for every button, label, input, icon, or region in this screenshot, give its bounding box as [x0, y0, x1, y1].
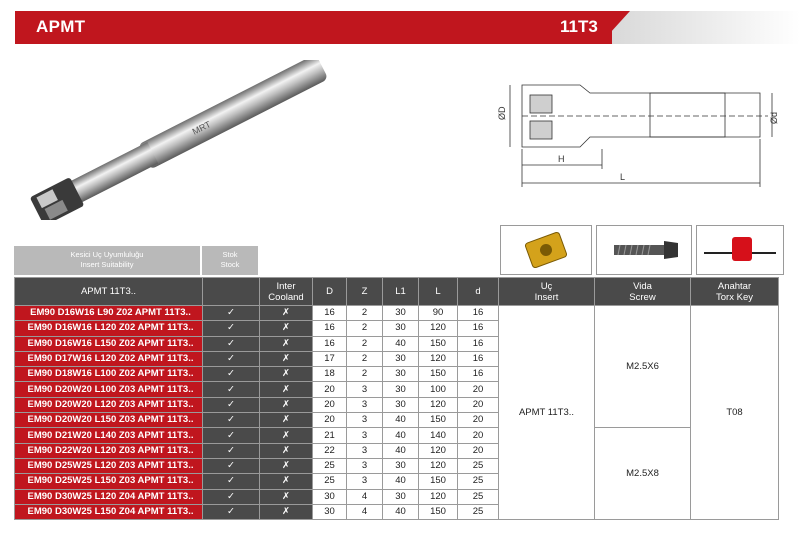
cell-Z: 4 [347, 489, 383, 504]
col-cooland-line1: Inter [276, 280, 296, 292]
cell-code: EM90 D20W20 L100 Z03 APMT 11T3.. [15, 382, 203, 397]
cell-code: EM90 D20W20 L120 Z03 APMT 11T3.. [15, 397, 203, 412]
cell-code: EM90 D25W25 L150 Z03 APMT 11T3.. [15, 474, 203, 489]
cell-D: 20 [313, 413, 347, 428]
stock-en: Stock [220, 260, 240, 269]
cell-cool: ✗ [260, 306, 313, 321]
cell-code: EM90 D30W25 L120 Z04 APMT 11T3.. [15, 489, 203, 504]
cell-stock: ✓ [203, 474, 260, 489]
insert-code-title: 11T3 [560, 17, 598, 36]
cell-Z: 3 [347, 413, 383, 428]
cell-d: 20 [458, 428, 499, 443]
insert-value: APMT 11T3.. [499, 306, 595, 520]
col-key-line2: Torx Key [716, 291, 753, 303]
cell-code: EM90 D30W25 L150 Z04 APMT 11T3.. [15, 504, 203, 519]
cell-code: EM90 D25W25 L120 Z03 APMT 11T3.. [15, 458, 203, 473]
cell-L1: 40 [383, 428, 419, 443]
screw-value-a: M2.5X6 [595, 306, 691, 428]
cell-L: 140 [419, 428, 458, 443]
cell-code: EM90 D16W16 L90 Z02 APMT 11T3.. [15, 306, 203, 321]
cell-code: EM90 D18W16 L100 Z02 APMT 11T3.. [15, 367, 203, 382]
cell-L: 120 [419, 321, 458, 336]
cell-cool: ✗ [260, 367, 313, 382]
cell-stock: ✓ [203, 397, 260, 412]
cell-stock: ✓ [203, 489, 260, 504]
cell-D: 20 [313, 397, 347, 412]
cell-L1: 40 [383, 474, 419, 489]
cell-d: 16 [458, 321, 499, 336]
page-title: APMT [36, 17, 86, 36]
col-stock [203, 278, 260, 306]
cell-d: 20 [458, 443, 499, 458]
cell-Z: 2 [347, 336, 383, 351]
insert-image [500, 225, 592, 275]
cell-cool: ✗ [260, 428, 313, 443]
cell-L1: 30 [383, 306, 419, 321]
cell-Z: 3 [347, 443, 383, 458]
cell-L: 120 [419, 443, 458, 458]
cell-D: 30 [313, 489, 347, 504]
cell-L1: 30 [383, 321, 419, 336]
cell-stock: ✓ [203, 413, 260, 428]
cell-d: 25 [458, 474, 499, 489]
cell-stock: ✓ [203, 458, 260, 473]
col-screw [595, 278, 691, 306]
stock-header [202, 246, 258, 275]
cell-L: 120 [419, 397, 458, 412]
col-cooland [260, 278, 313, 306]
cell-d: 20 [458, 413, 499, 428]
cell-Z: 3 [347, 428, 383, 443]
cell-stock: ✓ [203, 306, 260, 321]
cell-stock: ✓ [203, 321, 260, 336]
cell-Z: 3 [347, 382, 383, 397]
table-row [15, 428, 779, 443]
insert-suitability-header [14, 246, 200, 275]
cell-d: 25 [458, 504, 499, 519]
cell-L1: 30 [383, 489, 419, 504]
col-code: APMT 11T3.. [15, 278, 203, 306]
dia-D-label: ØD [497, 106, 507, 120]
cell-d: 25 [458, 458, 499, 473]
cell-L1: 30 [383, 367, 419, 382]
cell-d: 16 [458, 367, 499, 382]
torx-key-image [696, 225, 784, 275]
table-header-row [15, 278, 779, 306]
length-H-label: H [558, 154, 565, 164]
cell-L: 150 [419, 474, 458, 489]
cell-code: EM90 D22W20 L120 Z03 APMT 11T3.. [15, 443, 203, 458]
cell-d: 25 [458, 489, 499, 504]
col-d: d [458, 278, 499, 306]
cell-Z: 4 [347, 504, 383, 519]
spec-table [14, 277, 779, 520]
insert-suitability-tr: Kesici Uç Uyumluluğu [70, 250, 144, 259]
col-key-line1: Anahtar [717, 280, 752, 292]
cell-D: 30 [313, 504, 347, 519]
dia-d-label: Ød [769, 111, 779, 124]
cell-D: 25 [313, 458, 347, 473]
cell-D: 20 [313, 382, 347, 397]
col-screw-line2: Screw [629, 291, 656, 303]
col-cooland-line2: Cooland [268, 291, 304, 303]
cell-Z: 3 [347, 458, 383, 473]
cell-cool: ✗ [260, 504, 313, 519]
cell-stock: ✓ [203, 382, 260, 397]
cell-L: 150 [419, 367, 458, 382]
cell-stock: ✓ [203, 336, 260, 351]
end-mill-photo [20, 60, 340, 220]
cell-L: 90 [419, 306, 458, 321]
cell-L1: 40 [383, 504, 419, 519]
col-Z: Z [347, 278, 383, 306]
cell-cool: ✗ [260, 413, 313, 428]
cell-L: 150 [419, 504, 458, 519]
cell-D: 21 [313, 428, 347, 443]
cell-D: 25 [313, 474, 347, 489]
col-key [691, 278, 779, 306]
col-D: D [313, 278, 347, 306]
cell-stock: ✓ [203, 367, 260, 382]
cell-L: 120 [419, 351, 458, 366]
header-banner-cut [600, 11, 630, 44]
table-row [15, 306, 779, 321]
cell-stock: ✓ [203, 443, 260, 458]
cell-L1: 30 [383, 382, 419, 397]
cell-cool: ✗ [260, 397, 313, 412]
cell-L1: 30 [383, 351, 419, 366]
cell-Z: 3 [347, 397, 383, 412]
header-banner [15, 11, 645, 44]
cell-d: 16 [458, 336, 499, 351]
cell-code: EM90 D20W20 L150 Z03 APMT 11T3.. [15, 413, 203, 428]
length-L-label: L [620, 172, 626, 182]
screw-value-b: M2.5X8 [595, 428, 691, 520]
col-insert-line2: Insert [534, 291, 559, 303]
cell-code: EM90 D21W20 L140 Z03 APMT 11T3.. [15, 428, 203, 443]
cell-stock: ✓ [203, 504, 260, 519]
cell-L: 100 [419, 382, 458, 397]
cell-Z: 2 [347, 321, 383, 336]
screw-image [596, 225, 692, 275]
cell-cool: ✗ [260, 474, 313, 489]
cell-D: 17 [313, 351, 347, 366]
cell-cool: ✗ [260, 321, 313, 336]
cell-cool: ✗ [260, 336, 313, 351]
col-L1: L1 [383, 278, 419, 306]
col-insert [499, 278, 595, 306]
cell-d: 20 [458, 382, 499, 397]
cell-L1: 40 [383, 413, 419, 428]
cell-code: EM90 D17W16 L120 Z02 APMT 11T3.. [15, 351, 203, 366]
cell-L1: 30 [383, 397, 419, 412]
insert-suitability-en: Insert Suitability [80, 260, 134, 269]
technical-drawing [490, 75, 780, 195]
cell-code: EM90 D16W16 L150 Z02 APMT 11T3.. [15, 336, 203, 351]
cell-cool: ✗ [260, 458, 313, 473]
cell-L: 120 [419, 489, 458, 504]
cell-Z: 2 [347, 351, 383, 366]
cell-L: 120 [419, 458, 458, 473]
cell-cool: ✗ [260, 351, 313, 366]
cell-D: 18 [313, 367, 347, 382]
cell-Z: 2 [347, 367, 383, 382]
svg-text:MRT: MRT [190, 119, 213, 137]
cell-L1: 40 [383, 443, 419, 458]
cell-cool: ✗ [260, 443, 313, 458]
col-screw-line1: Vida [633, 280, 652, 292]
stock-tr: Stok [222, 250, 238, 259]
cell-D: 16 [313, 306, 347, 321]
cell-stock: ✓ [203, 428, 260, 443]
cell-cool: ✗ [260, 382, 313, 397]
cell-d: 16 [458, 351, 499, 366]
header-banner-fade [612, 11, 800, 44]
cell-code: EM90 D16W16 L120 Z02 APMT 11T3.. [15, 321, 203, 336]
col-insert-line1: Uç [540, 280, 553, 292]
cell-L: 150 [419, 413, 458, 428]
cell-L1: 40 [383, 336, 419, 351]
col-L: L [419, 278, 458, 306]
torx-key-value: T08 [691, 306, 779, 520]
cell-D: 16 [313, 321, 347, 336]
cell-stock: ✓ [203, 351, 260, 366]
cell-D: 22 [313, 443, 347, 458]
cell-L: 150 [419, 336, 458, 351]
cell-D: 16 [313, 336, 347, 351]
cell-Z: 2 [347, 306, 383, 321]
cell-d: 20 [458, 397, 499, 412]
cell-cool: ✗ [260, 489, 313, 504]
cell-Z: 3 [347, 474, 383, 489]
cell-d: 16 [458, 306, 499, 321]
cell-L1: 30 [383, 458, 419, 473]
